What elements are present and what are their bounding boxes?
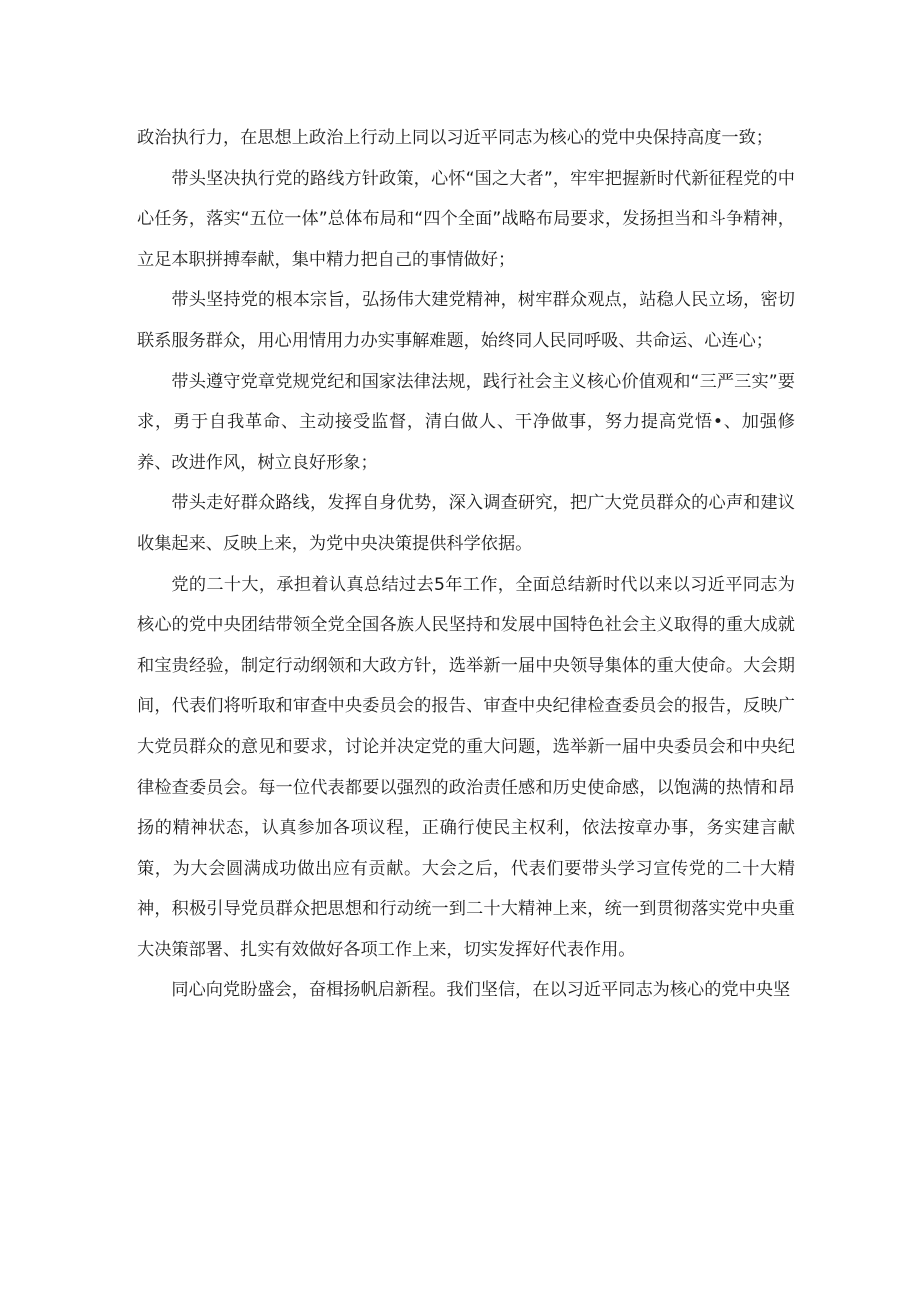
paragraph-5: 带头走好群众路线，发挥自身优势，深入调查研究，把广大党员群众的心声和建议收集起来、反映上来，为党中央决策提供科学依据。 [137, 493, 795, 554]
paragraph-1: 政治执行力，在思想上政治上行动上同以习近平同志为核心的党中央保持高度一致； [137, 128, 773, 148]
document-body [137, 118, 795, 1011]
paragraph-7: 同心向党盼盛会，奋楫扬帆启新程。我们坚信，在以习近平同志为核心的党中央坚 [171, 980, 791, 1001]
paragraph-3: 带头坚持党的根本宗旨，弘扬伟大建党精神，树牢群众观点，站稳人民立场，密切联系服务群众，用心用情用力办实事解难题，始终同人民同呼吸、共命运、心连心； [137, 290, 795, 351]
paragraph-2: 带头坚决执行党的路线方针政策，心怀“国之大者”，牢牢把握新时代新征程党的中心任务，落实“五位一体”总体布局和“四个全面”战略布局要求，发扬担当和斗争精神，立足本职拼搏奉献，集中精力把自己的事情做好； [137, 168, 795, 270]
paragraph-6: 党的二十大，承担着认真总结过去5年工作，全面总结新时代以来以习近平同志为核心的党中央团结带领全党全国各族人民坚持和发展中国特色社会主义取得的重大成就和宝贵经验，制定行动纲领和大政方针，选举新一届中央领导集体的重大使命。大会期间，代表们将听取和审查中央委员会的报告、审查中央纪律检查委员会的报告，反映广大党员群众的意见和要求，讨论并决定党的重大问题，选举新一届中央委员会和中央纪律检查委员会。每一位代表都要以强烈的政治责任感和历史使命感，以饱满的热情和昂扬的精神状态，认真参加各项议程，正确行使民主权利，依法按章办事，务实建言献策，为大会圆满成功做出应有贡献。大会之后，代表们要带头学习宣传党的二十大精神，积极引导党员群众把思想和行动统一到二十大精神上来，统一到贯彻落实党中央重大决策部署、扎实有效做好各项工作上来，切实发挥好代表作用。 [137, 574, 795, 960]
paragraph-4: 带头遵守党章党规党纪和国家法律法规，践行社会主义核心价值观和“三严三实”要求，勇于自我革命、主动接受监督，清白做人、干净做事，努力提高党悟•、加强修养、改进作风，树立良好形象； [137, 371, 795, 473]
